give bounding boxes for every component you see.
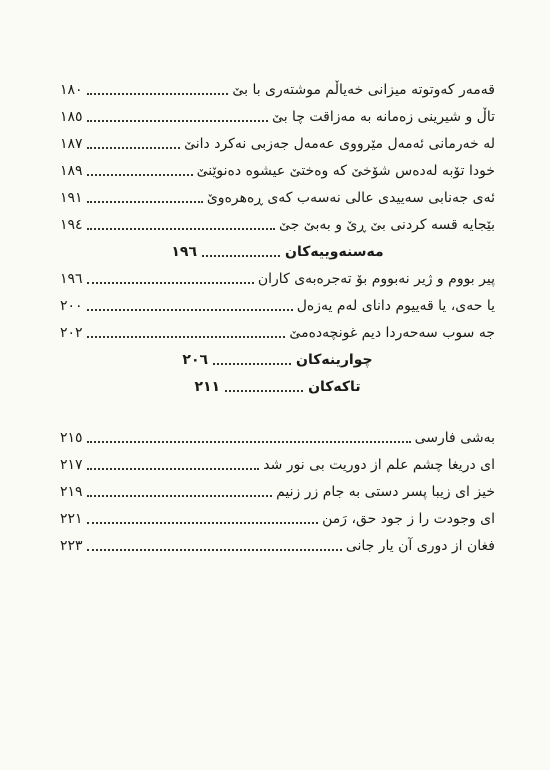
toc-entry bbox=[60, 211, 495, 238]
entry-title: لە خەرمانی ئەمەل مێرووی عەمەل جەزبی نەکرد دانێ bbox=[184, 135, 495, 152]
dot-leader bbox=[202, 255, 280, 257]
toc-entry bbox=[60, 424, 495, 451]
toc-entry bbox=[60, 76, 495, 103]
heading-title: مەسنەوییەکان bbox=[285, 243, 384, 260]
entry-page-number: ٢٠٠ bbox=[60, 297, 83, 314]
entry-page-number: ١٩١ bbox=[60, 189, 83, 206]
entry-page-number: ١٩٤ bbox=[60, 216, 83, 233]
dot-leader bbox=[87, 93, 229, 95]
entry-page-number: ٢١٥ bbox=[60, 429, 83, 446]
dot-leader bbox=[87, 282, 254, 284]
dot-leader bbox=[87, 309, 293, 311]
toc-entry bbox=[60, 184, 495, 211]
entry-page-number: ٢١٧ bbox=[60, 456, 83, 473]
dot-leader bbox=[225, 390, 303, 392]
toc-entry bbox=[60, 130, 495, 157]
entry-title: پیر بووم و ژیر نەبووم بۆ تەجرەبەی کاران bbox=[257, 270, 495, 287]
toc-entry bbox=[60, 319, 495, 346]
heading-page-number: ١٩٦ bbox=[171, 243, 197, 260]
entry-page-number: ٢٢١ bbox=[60, 510, 83, 527]
entry-page-number: ٢٢٣ bbox=[60, 537, 83, 554]
section-heading-singles bbox=[60, 373, 495, 400]
toc-entry bbox=[60, 103, 495, 130]
heading-title: تاکەکان bbox=[308, 378, 361, 395]
entry-page-number: ١٨٥ bbox=[60, 108, 83, 125]
entry-page-number: ٢١٩ bbox=[60, 483, 83, 500]
dot-leader bbox=[87, 174, 193, 176]
section-heading-quatrains bbox=[60, 346, 495, 373]
entry-title: خودا تۆبە لەدەس شۆخێ کە وەختێ عیشوە دەنوێنێ bbox=[196, 162, 495, 179]
table-of-contents-persian bbox=[60, 424, 495, 559]
entry-title: ئەی جەنابی سەییدی عالی نەسەب کەی ڕەهرەوێ bbox=[206, 189, 495, 206]
toc-entry bbox=[60, 265, 495, 292]
entry-page-number: ١٩٦ bbox=[60, 270, 83, 287]
entry-title: ای وجودت را ز جود حق، رَمن bbox=[322, 510, 495, 527]
entry-page-number: ١٨٧ bbox=[60, 135, 83, 152]
toc-entry bbox=[60, 451, 495, 478]
dot-leader bbox=[87, 495, 273, 497]
toc-entry bbox=[60, 292, 495, 319]
entry-page-number: ١٨٩ bbox=[60, 162, 83, 179]
entry-title: فغان از دوری آن یار جانی bbox=[345, 537, 495, 554]
toc-entry bbox=[60, 532, 495, 559]
entry-title: ای دریغا چشم علم از دوریت بی نور شد bbox=[263, 456, 495, 473]
dot-leader bbox=[87, 336, 286, 338]
entry-title: قەمەر کەوتوتە میزانی خەیاڵم موشتەری با بێ bbox=[232, 81, 495, 98]
entry-title: تاڵ و شیرینی زەمانە بە مەزاقت چا بێ bbox=[272, 108, 495, 125]
heading-page-number: ٢٠٦ bbox=[182, 351, 209, 368]
dot-leader bbox=[87, 120, 268, 122]
entry-title: بەشی فارسی bbox=[414, 429, 495, 446]
entry-title: بێجایە قسە کردنی بێ ڕێ و بەبێ جێ bbox=[279, 216, 495, 233]
entry-page-number: ٢٠٢ bbox=[60, 324, 83, 341]
entry-title: خیز ای زیبا پسر دستی به جام زر زنیم bbox=[276, 483, 495, 500]
toc-entry bbox=[60, 505, 495, 532]
dot-leader bbox=[87, 228, 275, 230]
entry-title: جە سوب سەحەردا دیم غونچەدەمێ bbox=[289, 324, 495, 341]
dot-leader bbox=[213, 363, 291, 365]
dot-leader bbox=[87, 522, 319, 524]
entry-title: یا حەی، یا قەییوم دانای لەم یەزەل bbox=[296, 297, 495, 314]
dot-leader bbox=[87, 147, 181, 149]
toc-entry bbox=[60, 478, 495, 505]
table-of-contents-kurdish bbox=[60, 76, 495, 400]
dot-leader bbox=[87, 441, 411, 443]
heading-page-number: ٢١١ bbox=[194, 378, 221, 395]
entry-page-number: ١٨٠ bbox=[60, 81, 83, 98]
dot-leader bbox=[87, 468, 260, 470]
dot-leader bbox=[87, 549, 342, 551]
section-heading-masnawi bbox=[60, 238, 495, 265]
toc-entry bbox=[60, 157, 495, 184]
dot-leader bbox=[87, 201, 203, 203]
heading-title: چوارینەکان bbox=[296, 351, 373, 368]
